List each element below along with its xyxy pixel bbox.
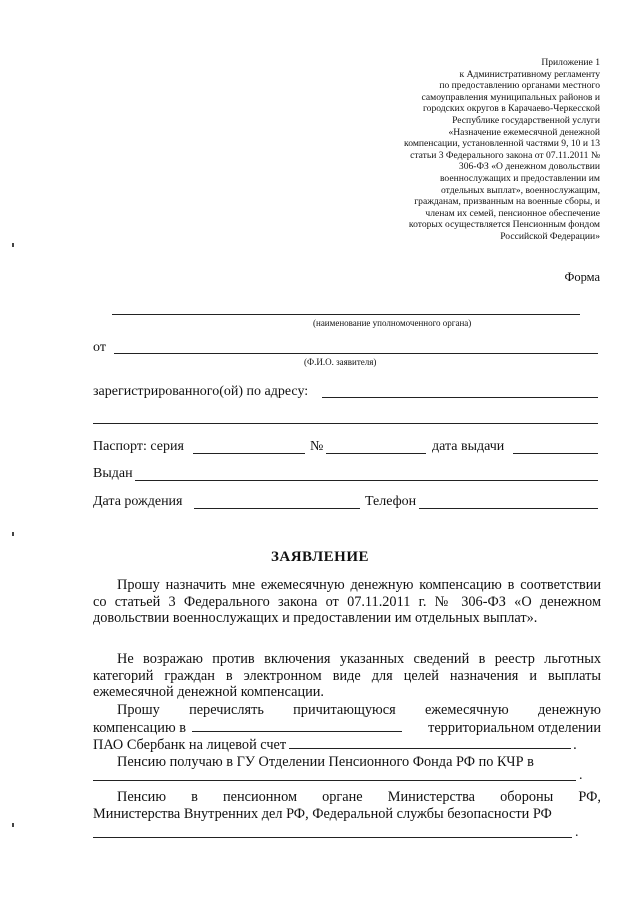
period-mark: . [579,768,583,783]
statement-paragraph-3-line-1 [93,702,601,719]
word: Пенсию [117,789,166,805]
statement-paragraph-3-line-3 [93,736,601,754]
pension-fund-field[interactable] [93,780,576,781]
organ-name-field[interactable] [112,314,580,315]
word: РФ, [578,789,601,805]
word: причитающуюся [293,702,396,718]
word: перечислять [189,702,264,718]
period-mark: . [573,737,577,753]
word: в [191,789,198,805]
statement-paragraph-1: Прошу назначить мне ежемесячную денежную компенсацию в соответствии со статьей 3 Федерального закона от 07.11.2011 г. № 306-ФЗ «О денежном довольствии военнослужащих и предоставлении им отдельных выплат». [93,577,601,626]
word: органе [322,789,363,805]
appendix-line: членам их семей, пенсионное обеспечение [425,207,600,219]
branch-label: территориальном отделении [428,720,601,736]
issued-by-label: Выдан [93,466,133,481]
period-mark: . [575,825,579,840]
appendix-line: Приложение 1 [541,57,600,68]
statement-paragraph-5-line-1 [93,789,601,806]
appendix-line: 306-ФЗ «О денежном довольствии [458,161,600,173]
compensation-label: компенсацию в [93,720,186,736]
margin-mark [12,532,14,536]
appendix-block [330,57,600,243]
issued-by-field[interactable] [135,480,598,481]
appendix-line: городских округов в Карачаево-Черкесской [422,103,600,115]
statement-paragraph-5-line-2 [93,806,601,823]
pension-organ-field[interactable] [93,837,572,838]
issue-date-label: дата выдачи [432,439,505,454]
account-number-field[interactable] [289,736,571,749]
address-label: зарегистрированного(ой) по адресу: [93,384,309,399]
birth-date-field[interactable] [194,508,360,509]
form-label: Форма [564,270,600,284]
passport-series-field[interactable] [193,453,305,454]
appendix-line: самоуправления муниципальных районов и [421,91,600,103]
compensation-branch-field[interactable] [192,719,402,732]
statement-paragraph-3-line-2 [93,719,601,737]
passport-number-label: № [310,439,324,454]
appendix-line: статьи 3 Федерального закона от 07.11.2011 № [410,149,600,161]
appendix-line: к Административному регламенту [459,68,600,80]
address-field-line-2[interactable] [93,423,598,424]
margin-mark [12,823,14,827]
organ-caption: (наименование уполномоченного органа) [313,318,472,328]
word: Прошу [117,702,160,718]
word: ежемесячную [424,702,509,718]
appendix-line: «Назначение ежемесячной денежной [448,126,600,138]
word: обороны [500,789,554,805]
passport-number-field[interactable] [326,453,426,454]
bank-label: ПАО Сбербанк на лицевой счет [93,737,287,753]
applicant-caption: (Ф.И.О. заявителя) [304,357,377,367]
word: денежную [537,702,601,718]
appendix-line: отдельных выплат», военнослужащим, [440,184,600,196]
phone-label: Телефон [365,494,417,509]
phone-field[interactable] [419,508,598,509]
statement-paragraph-4 [93,754,601,771]
appendix-line: гражданам, призванным на военные сборы, и [414,196,600,208]
appendix-line: Российской Федерации» [500,230,600,242]
applicant-name-field[interactable] [114,353,598,354]
appendix-line: военнослужащих и предоставлении им [439,172,600,184]
pension-fund-label: Пенсию получаю в ГУ Отделении Пенсионного Фонда РФ по КЧР в [117,754,534,770]
ministries-label: Министерства Внутренних дел РФ, Федеральной службы безопасности РФ [93,806,552,822]
address-field[interactable] [322,397,598,398]
word: Министерства [387,789,476,805]
birth-date-label: Дата рождения [93,494,183,509]
from-label: от [93,340,106,355]
appendix-line: компенсации, установленной частями 9, 10 и 13 [404,138,600,150]
margin-mark [12,243,14,247]
appendix-line: которых осуществляется Пенсионным фондом [408,219,600,231]
statement-title: ЗАЯВЛЕНИЕ [270,549,370,565]
issue-date-field[interactable] [513,453,598,454]
passport-series-label: Паспорт: серия [93,439,184,454]
word: пенсионном [222,789,298,805]
appendix-line: по предоставлению органами местного [439,80,600,92]
appendix-line: Республике государственной услуги [452,114,600,126]
statement-paragraph-2: Не возражаю против включения указанных сведений в реестр льготных категорий граждан в электронном виде для целей назначения и выплаты ежемесячной денежной компенсации. [93,651,601,700]
